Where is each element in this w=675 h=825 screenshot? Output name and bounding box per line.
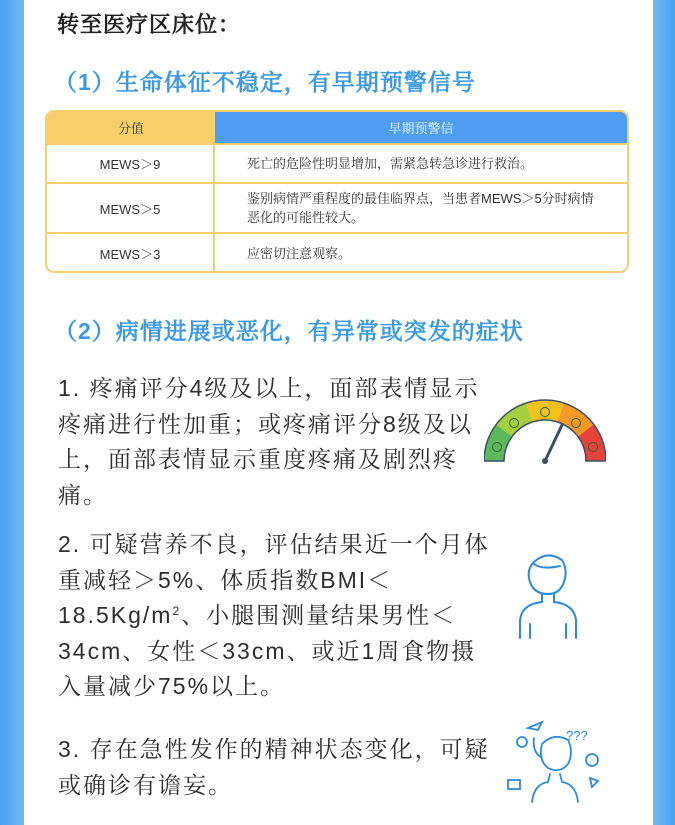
row-score: MEWS＞3: [47, 234, 215, 273]
page-heading: 转至医疗区床位：: [57, 12, 242, 37]
item2-text-b: 、小腿围测量结果男性＜34cm、女性＜33cm、或近1周食物摄入量减少75%以上。: [58, 602, 477, 699]
mews-table-header: [47, 112, 627, 143]
item2-superscript: 2: [172, 604, 182, 618]
row-description: 应密切注意观察。: [247, 246, 352, 261]
table-row: [47, 143, 627, 182]
confused-person-icon: [498, 718, 608, 804]
symptom-item-1: 1. 疼痛评分4级及以上，面部表情显示疼痛进行性加重；或疼痛评分8级及以上，面部表情显示重度疼痛及剧烈疼痛。: [58, 375, 480, 508]
row-score: MEWS＞5: [47, 184, 215, 232]
section1-title: （1）生命体征不稳定，有早期预警信号: [54, 69, 476, 95]
mews-table: [45, 110, 629, 273]
row-description: 死亡的危险性明显增加，需紧急转急诊进行救治。: [247, 156, 534, 171]
table-row: [47, 232, 627, 273]
header-signal: 早期预警信: [215, 112, 627, 143]
person-outline-icon: [512, 548, 582, 640]
section2-title: （2）病情进展或恶化，有异常或突发的症状: [54, 318, 524, 344]
table-row: [47, 182, 627, 232]
symptom-item-3: 3. 存在急性发作的精神状态变化，可疑或确诊有谵妄。: [58, 736, 490, 798]
row-score: MEWS＞9: [47, 145, 215, 182]
header-score: 分值: [47, 112, 215, 143]
symptom-item-2: [58, 527, 490, 705]
question-marks: ???: [566, 728, 588, 743]
item2-text-a: 2. 可疑营养不良，评估结果近一个月体重减轻＞5%、体质指数BMI＜18.5Kg/m: [58, 531, 490, 628]
pain-scale-gauge-icon: [484, 389, 606, 465]
row-description: 鉴别病情严重程度的最佳临界点，当患者MEWS＞5分时病情恶化的可能性较大。: [247, 191, 594, 225]
